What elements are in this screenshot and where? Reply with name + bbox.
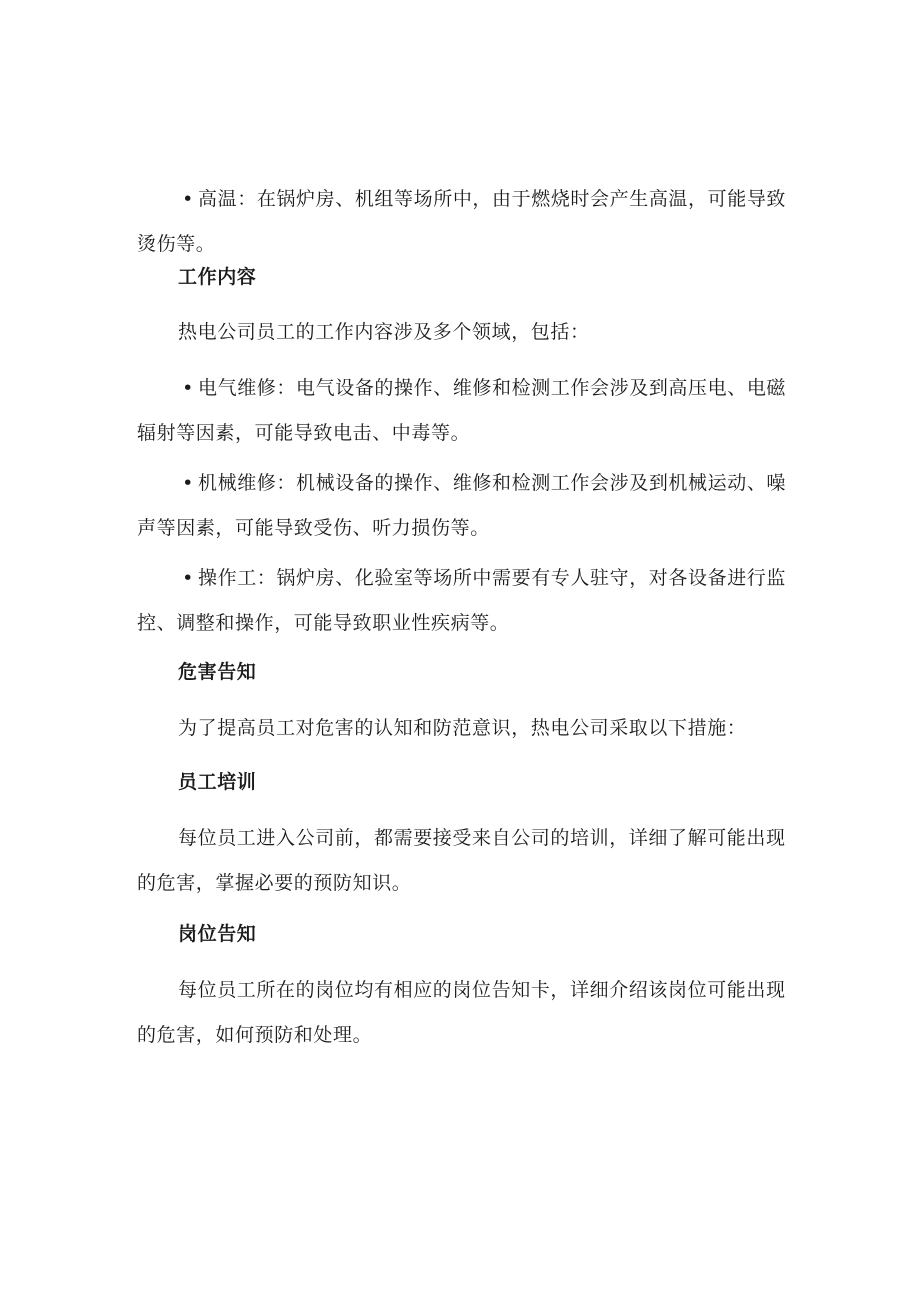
list-item-operator [137,556,797,646]
list-item-mechanical [137,461,797,551]
high-temp-text: 在锅炉房、机组等场所中，由于燃烧时会产生高温，可能导致烫伤等。 [137,188,787,255]
hazard-notice-heading: 危害告知 [178,661,257,683]
electrical-label: 电气维修： [198,377,297,399]
hazard-notice-intro: 为了提高员工对危害的认知和防范意识，热电公司采取以下措施： [178,717,747,739]
training-text: 每位员工进入公司前，都需要接受来自公司的培训，详细了解可能出现的危害，掌握必要的预防知识。 [137,827,786,894]
bullet-icon: • [182,188,194,210]
bullet-icon: • [182,567,194,589]
post-notice-heading: 岗位告知 [178,923,257,945]
operator-text: 锅炉房、化验室等场所中需要有专人驻守，对各设备进行监控、调整和操作，可能导致职业性疾病等。 [137,567,787,634]
work-content-heading: 工作内容 [178,266,257,288]
electrical-text: 电气设备的操作、维修和检测工作会涉及到高压电、电磁辐射等因素，可能导致电击、中毒等。 [137,377,787,444]
bullet-icon: • [182,472,194,494]
bullet-icon: • [182,377,194,399]
post-notice-text: 每位员工所在的岗位均有相应的岗位告知卡，详细介绍该岗位可能出现的危害，如何预防和处理。 [137,979,786,1046]
training-heading: 员工培训 [178,771,257,793]
high-temp-label: 高温： [198,188,257,210]
operator-label: 操作工： [198,567,277,589]
mechanical-label: 机械维修： [198,472,297,494]
mechanical-text: 机械设备的操作、维修和检测工作会涉及到机械运动、噪声等因素，可能导致受伤、听力损伤等。 [137,472,787,539]
work-content-intro: 热电公司员工的工作内容涉及多个领域，包括： [178,321,590,343]
list-item-electrical [137,366,797,456]
high-temp-item [137,177,797,267]
